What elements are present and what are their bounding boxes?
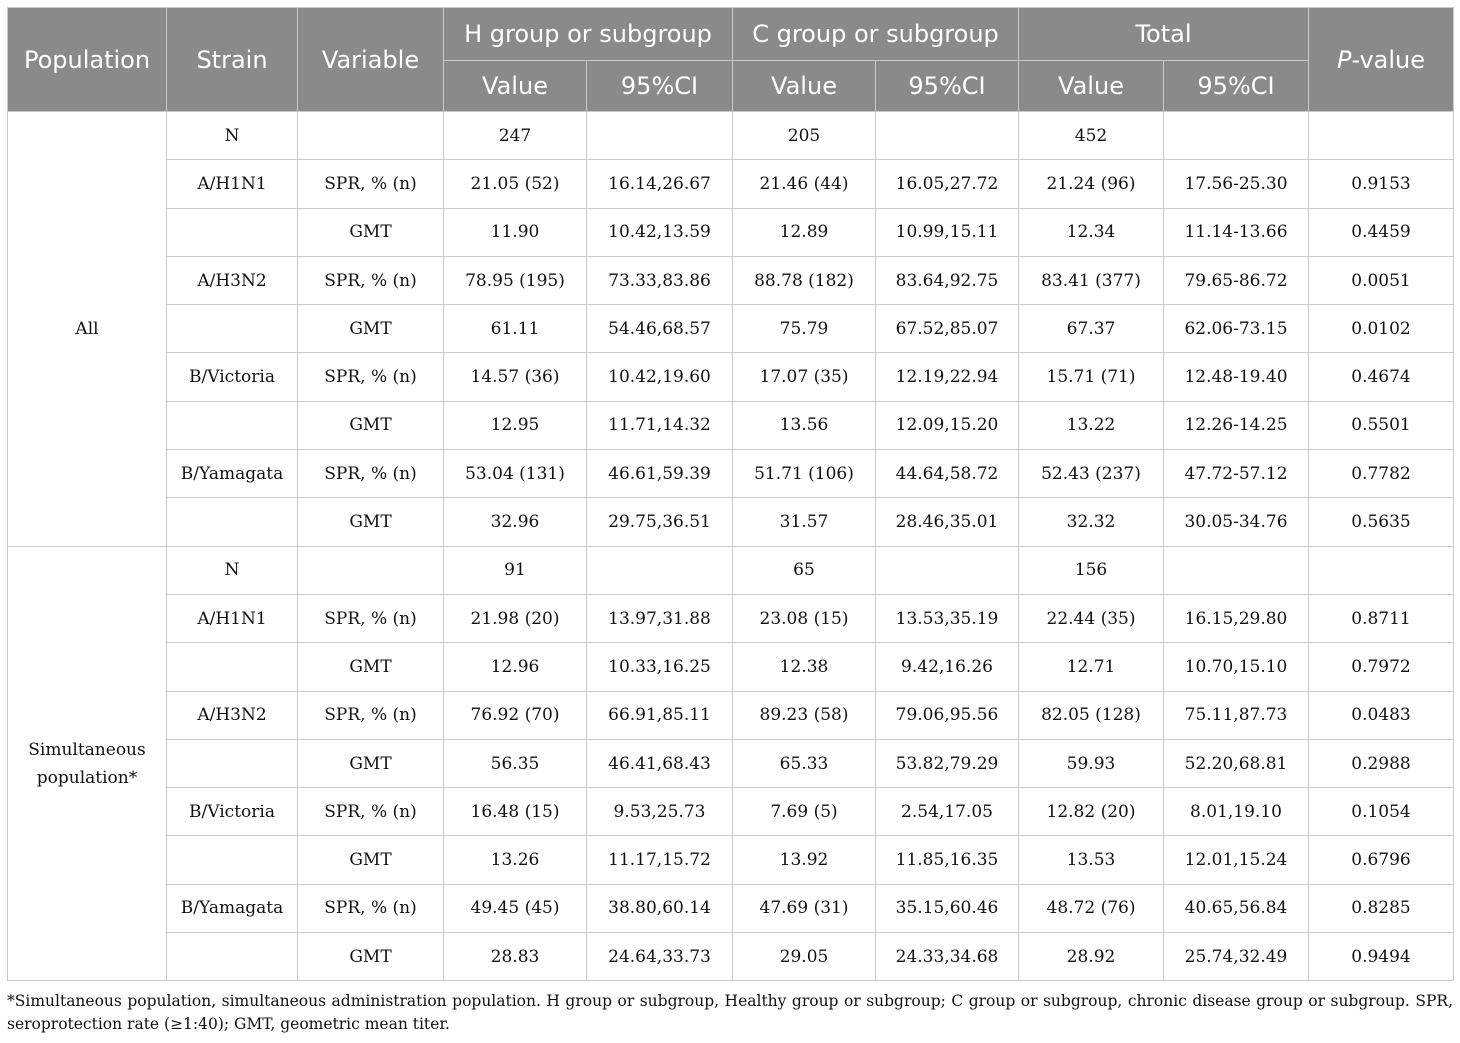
total-ci-cell: 30.05-34.76 (1164, 498, 1309, 546)
variable-cell: SPR, % (n) (298, 256, 444, 304)
table-body (8, 112, 1454, 981)
variable-cell: SPR, % (n) (298, 594, 444, 642)
total-ci-cell: 12.48-19.40 (1164, 353, 1309, 401)
p-value-cell (1309, 112, 1454, 160)
p-value-cell: 0.5501 (1309, 401, 1454, 449)
strain-cell: B/Yamagata (167, 450, 298, 498)
variable-cell: GMT (298, 498, 444, 546)
h-value-cell: 78.95 (195) (444, 256, 587, 304)
strain-cell: B/Victoria (167, 353, 298, 401)
total-value-cell: 12.71 (1019, 643, 1164, 691)
total-value-cell: 82.05 (128) (1019, 691, 1164, 739)
strain-cell: B/Yamagata (167, 884, 298, 932)
total-ci-cell: 11.14-13.66 (1164, 208, 1309, 256)
results-table (7, 7, 1454, 981)
p-value-cell: 0.1054 (1309, 788, 1454, 836)
header-p-italic: P (1336, 45, 1352, 74)
total-value-cell: 22.44 (35) (1019, 594, 1164, 642)
h-value-cell: 11.90 (444, 208, 587, 256)
header-h-ci: 95%CI (587, 61, 733, 112)
header-total: Total (1019, 8, 1309, 61)
h-value-cell: 53.04 (131) (444, 450, 587, 498)
variable-cell: SPR, % (n) (298, 691, 444, 739)
total-ci-cell: 40.65,56.84 (1164, 884, 1309, 932)
c-value-cell: 21.46 (44) (733, 160, 876, 208)
total-value-cell: 15.71 (71) (1019, 353, 1164, 401)
h-value-cell: 16.48 (15) (444, 788, 587, 836)
variable-cell (298, 546, 444, 594)
variable-cell: GMT (298, 739, 444, 787)
c-ci-cell: 28.46,35.01 (876, 498, 1019, 546)
h-ci-cell: 66.91,85.11 (587, 691, 733, 739)
c-value-cell: 65 (733, 546, 876, 594)
total-ci-cell: 17.56-25.30 (1164, 160, 1309, 208)
c-ci-cell: 44.64,58.72 (876, 450, 1019, 498)
variable-cell: GMT (298, 933, 444, 981)
c-value-cell: 29.05 (733, 933, 876, 981)
c-value-cell: 75.79 (733, 305, 876, 353)
total-value-cell: 452 (1019, 112, 1164, 160)
variable-cell (298, 112, 444, 160)
h-value-cell: 56.35 (444, 739, 587, 787)
p-value-cell: 0.7782 (1309, 450, 1454, 498)
total-ci-cell: 8.01,19.10 (1164, 788, 1309, 836)
h-ci-cell: 16.14,26.67 (587, 160, 733, 208)
population-cell: All (8, 112, 167, 547)
table-row (8, 546, 1454, 594)
c-value-cell: 51.71 (106) (733, 450, 876, 498)
p-value-cell: 0.0102 (1309, 305, 1454, 353)
population-line-2: population* (36, 767, 138, 788)
table-row (8, 305, 1454, 353)
c-ci-cell: 67.52,85.07 (876, 305, 1019, 353)
header-total-value: Value (1019, 61, 1164, 112)
c-ci-cell: 10.99,15.11 (876, 208, 1019, 256)
table-row (8, 401, 1454, 449)
strain-cell: A/H1N1 (167, 594, 298, 642)
p-value-cell: 0.9494 (1309, 933, 1454, 981)
h-value-cell: 32.96 (444, 498, 587, 546)
table-header (8, 8, 1454, 112)
strain-cell (167, 836, 298, 884)
h-value-cell: 91 (444, 546, 587, 594)
c-ci-cell: 35.15,60.46 (876, 884, 1019, 932)
c-value-cell: 47.69 (31) (733, 884, 876, 932)
c-value-cell: 12.38 (733, 643, 876, 691)
header-total-ci: 95%CI (1164, 61, 1309, 112)
variable-cell: GMT (298, 643, 444, 691)
strain-cell (167, 401, 298, 449)
p-value-cell: 0.4674 (1309, 353, 1454, 401)
p-value-cell: 0.4459 (1309, 208, 1454, 256)
h-value-cell: 13.26 (444, 836, 587, 884)
header-c-ci: 95%CI (876, 61, 1019, 112)
h-value-cell: 28.83 (444, 933, 587, 981)
total-value-cell: 28.92 (1019, 933, 1164, 981)
h-ci-cell: 38.80,60.14 (587, 884, 733, 932)
c-value-cell: 13.56 (733, 401, 876, 449)
strain-cell: N (167, 546, 298, 594)
table-row (8, 691, 1454, 739)
h-ci-cell (587, 546, 733, 594)
header-strain: Strain (167, 8, 298, 112)
p-value-cell: 0.9153 (1309, 160, 1454, 208)
c-value-cell: 89.23 (58) (733, 691, 876, 739)
c-ci-cell: 11.85,16.35 (876, 836, 1019, 884)
h-ci-cell: 24.64,33.73 (587, 933, 733, 981)
total-ci-cell (1164, 112, 1309, 160)
h-ci-cell: 11.71,14.32 (587, 401, 733, 449)
p-value-cell: 0.2988 (1309, 739, 1454, 787)
header-p-value (1309, 8, 1454, 112)
total-value-cell: 48.72 (76) (1019, 884, 1164, 932)
c-value-cell: 205 (733, 112, 876, 160)
c-ci-cell: 2.54,17.05 (876, 788, 1019, 836)
table-row (8, 208, 1454, 256)
table-row (8, 498, 1454, 546)
c-ci-cell: 53.82,79.29 (876, 739, 1019, 787)
h-ci-cell: 10.42,19.60 (587, 353, 733, 401)
table-row (8, 739, 1454, 787)
c-value-cell: 88.78 (182) (733, 256, 876, 304)
c-ci-cell: 13.53,35.19 (876, 594, 1019, 642)
h-ci-cell: 9.53,25.73 (587, 788, 733, 836)
table-row (8, 112, 1454, 160)
table-row (8, 594, 1454, 642)
variable-cell: SPR, % (n) (298, 450, 444, 498)
variable-cell: GMT (298, 208, 444, 256)
c-ci-cell: 12.19,22.94 (876, 353, 1019, 401)
table-row (8, 256, 1454, 304)
total-ci-cell: 25.74,32.49 (1164, 933, 1309, 981)
variable-cell: SPR, % (n) (298, 788, 444, 836)
total-ci-cell: 75.11,87.73 (1164, 691, 1309, 739)
variable-cell: GMT (298, 836, 444, 884)
strain-cell: A/H3N2 (167, 691, 298, 739)
c-ci-cell: 79.06,95.56 (876, 691, 1019, 739)
total-value-cell: 13.22 (1019, 401, 1164, 449)
h-value-cell: 61.11 (444, 305, 587, 353)
total-ci-cell: 16.15,29.80 (1164, 594, 1309, 642)
c-value-cell: 31.57 (733, 498, 876, 546)
h-value-cell: 247 (444, 112, 587, 160)
total-value-cell: 12.82 (20) (1019, 788, 1164, 836)
population-line-1: Simultaneous (28, 739, 146, 760)
strain-cell: A/H1N1 (167, 160, 298, 208)
c-ci-cell: 12.09,15.20 (876, 401, 1019, 449)
c-value-cell: 7.69 (5) (733, 788, 876, 836)
strain-cell: N (167, 112, 298, 160)
header-p-rest: -value (1351, 45, 1426, 74)
variable-cell: GMT (298, 305, 444, 353)
c-ci-cell: 24.33,34.68 (876, 933, 1019, 981)
h-value-cell: 21.98 (20) (444, 594, 587, 642)
variable-cell: SPR, % (n) (298, 884, 444, 932)
c-ci-cell (876, 546, 1019, 594)
p-value-cell: 0.8285 (1309, 884, 1454, 932)
h-ci-cell (587, 112, 733, 160)
h-ci-cell: 54.46,68.57 (587, 305, 733, 353)
h-ci-cell: 73.33,83.86 (587, 256, 733, 304)
h-value-cell: 21.05 (52) (444, 160, 587, 208)
total-value-cell: 52.43 (237) (1019, 450, 1164, 498)
total-value-cell: 32.32 (1019, 498, 1164, 546)
total-ci-cell: 79.65-86.72 (1164, 256, 1309, 304)
table-row (8, 933, 1454, 981)
h-value-cell: 49.45 (45) (444, 884, 587, 932)
table-row (8, 836, 1454, 884)
h-value-cell: 12.96 (444, 643, 587, 691)
h-ci-cell: 10.33,16.25 (587, 643, 733, 691)
variable-cell: GMT (298, 401, 444, 449)
strain-cell: A/H3N2 (167, 256, 298, 304)
strain-cell (167, 208, 298, 256)
p-value-cell: 0.7972 (1309, 643, 1454, 691)
header-c-value: Value (733, 61, 876, 112)
table-row (8, 643, 1454, 691)
total-value-cell: 21.24 (96) (1019, 160, 1164, 208)
h-value-cell: 76.92 (70) (444, 691, 587, 739)
table-row (8, 788, 1454, 836)
h-ci-cell: 13.97,31.88 (587, 594, 733, 642)
strain-cell: B/Victoria (167, 788, 298, 836)
table-row (8, 884, 1454, 932)
header-h-value: Value (444, 61, 587, 112)
total-value-cell: 59.93 (1019, 739, 1164, 787)
strain-cell (167, 933, 298, 981)
c-value-cell: 13.92 (733, 836, 876, 884)
h-value-cell: 12.95 (444, 401, 587, 449)
c-ci-cell: 16.05,27.72 (876, 160, 1019, 208)
c-value-cell: 23.08 (15) (733, 594, 876, 642)
c-ci-cell: 9.42,16.26 (876, 643, 1019, 691)
h-ci-cell: 29.75,36.51 (587, 498, 733, 546)
h-ci-cell: 11.17,15.72 (587, 836, 733, 884)
total-ci-cell: 12.26-14.25 (1164, 401, 1309, 449)
total-value-cell: 67.37 (1019, 305, 1164, 353)
total-value-cell: 12.34 (1019, 208, 1164, 256)
total-value-cell: 156 (1019, 546, 1164, 594)
total-value-cell: 83.41 (377) (1019, 256, 1164, 304)
table-row (8, 353, 1454, 401)
header-c-group: C group or subgroup (733, 8, 1019, 61)
p-value-cell: 0.6796 (1309, 836, 1454, 884)
table-footnote: *Simultaneous population, simultaneous administration population. H group or subgroup, Healthy group or subgroup; C group or subgroup, chronic disease group or subgroup. SPR, seroprotection rate (≥1:40); GMT, geometric mean titer. (7, 992, 1453, 1033)
total-ci-cell: 10.70,15.10 (1164, 643, 1309, 691)
c-value-cell: 12.89 (733, 208, 876, 256)
p-value-cell: 0.5635 (1309, 498, 1454, 546)
p-value-cell: 0.8711 (1309, 594, 1454, 642)
h-ci-cell: 46.41,68.43 (587, 739, 733, 787)
header-variable: Variable (298, 8, 444, 112)
total-ci-cell: 47.72-57.12 (1164, 450, 1309, 498)
c-ci-cell (876, 112, 1019, 160)
strain-cell (167, 643, 298, 691)
variable-cell: SPR, % (n) (298, 160, 444, 208)
header-population: Population (8, 8, 167, 112)
table-row (8, 450, 1454, 498)
table-row (8, 160, 1454, 208)
population-cell (8, 546, 167, 981)
strain-cell (167, 739, 298, 787)
results-table-container (7, 7, 1453, 981)
c-value-cell: 65.33 (733, 739, 876, 787)
strain-cell (167, 498, 298, 546)
total-value-cell: 13.53 (1019, 836, 1164, 884)
total-ci-cell: 52.20,68.81 (1164, 739, 1309, 787)
variable-cell: SPR, % (n) (298, 353, 444, 401)
p-value-cell (1309, 546, 1454, 594)
c-ci-cell: 83.64,92.75 (876, 256, 1019, 304)
total-ci-cell: 12.01,15.24 (1164, 836, 1309, 884)
p-value-cell: 0.0483 (1309, 691, 1454, 739)
total-ci-cell (1164, 546, 1309, 594)
h-value-cell: 14.57 (36) (444, 353, 587, 401)
h-ci-cell: 46.61,59.39 (587, 450, 733, 498)
header-h-group: H group or subgroup (444, 8, 733, 61)
strain-cell (167, 305, 298, 353)
total-ci-cell: 62.06-73.15 (1164, 305, 1309, 353)
p-value-cell: 0.0051 (1309, 256, 1454, 304)
h-ci-cell: 10.42,13.59 (587, 208, 733, 256)
c-value-cell: 17.07 (35) (733, 353, 876, 401)
